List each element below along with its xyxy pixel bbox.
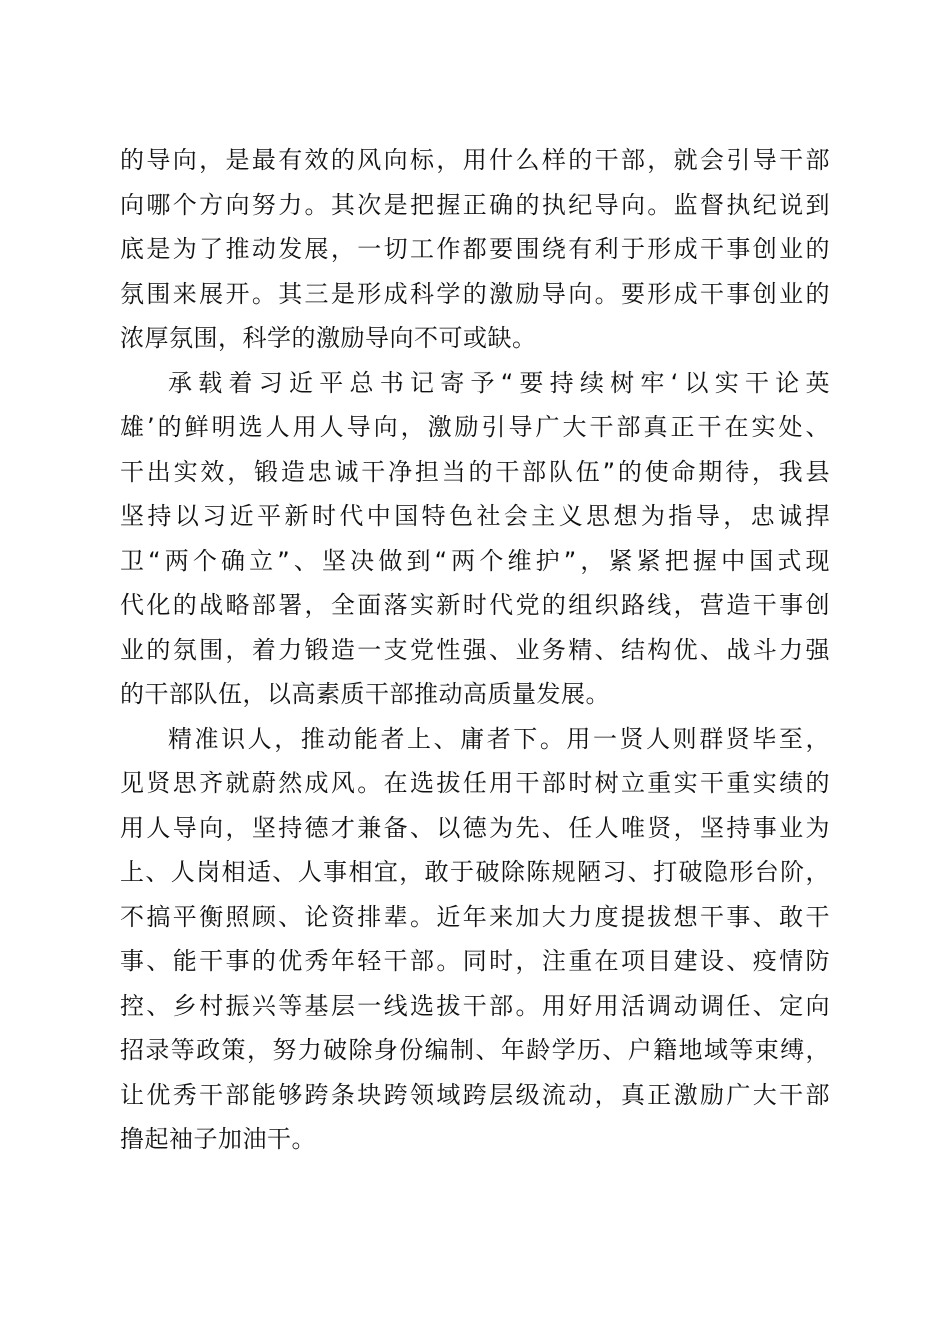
text-line: 业的氛围，着力锻造一支党性强、业务精、结构优、战斗力强 xyxy=(120,635,830,664)
text-line: 的导向，是最有效的风向标，用什么样的干部，就会引导干部 xyxy=(120,146,830,174)
text-line: 氛围来展开。其三是形成科学的激励导向。要形成干事创业的 xyxy=(120,279,830,308)
text-line: 干出实效，锻造忠诚干净担当的干部队伍”的使命期待，我县 xyxy=(120,457,830,486)
body-text xyxy=(120,138,830,1162)
text-line: 的干部队伍，以高素质干部推动高质量发展。 xyxy=(120,680,610,708)
text-line: 控、乡村振兴等基层一线选拔干部。用好用活调动调任、定向 xyxy=(120,991,830,1020)
text-line: 底是为了推动发展，一切工作都要围绕有利于形成干事创业的 xyxy=(120,235,830,263)
text-line: 不搞平衡照顾、论资排辈。近年来加大力度提拔想干事、敢干 xyxy=(120,902,830,931)
text-line: 让优秀干部能够跨条块跨领域跨层级流动，真正激励广大干部 xyxy=(120,1080,830,1109)
text-line: 招录等政策，努力破除身份编制、年龄学历、户籍地域等束缚， xyxy=(120,1036,830,1064)
text-line: 坚持以习近平新时代中国特色社会主义思想为指导，忠诚捍 xyxy=(120,502,830,530)
paragraph-first-line: 承载着习近平总书记寄予“要持续树牢‘以实干论英 xyxy=(168,368,830,397)
text-line: 浓厚氛围，科学的激励导向不可或缺。 xyxy=(120,324,537,352)
text-line: 见贤思齐就蔚然成风。在选拔任用干部时树立重实干重实绩的 xyxy=(120,769,830,797)
text-line: 向哪个方向努力。其次是把握正确的执纪导向。监督执纪说到 xyxy=(120,190,830,219)
text-line: 代化的战略部署，全面落实新时代党的组织路线，营造干事创 xyxy=(120,591,830,619)
text-line: 雄’的鲜明选人用人导向，激励引导广大干部真正干在实处、 xyxy=(120,413,830,441)
text-line: 用人导向，坚持德才兼备、以德为先、任人唯贤，坚持事业为 xyxy=(120,813,830,842)
text-line: 事、能干事的优秀年轻干部。同时，注重在项目建设、疫情防 xyxy=(120,947,830,975)
text-line: 撸起袖子加油干。 xyxy=(120,1125,316,1153)
text-line: 上、人岗相适、人事相宜，敢于破除陈规陋习、打破隐形台阶， xyxy=(120,858,830,886)
paragraph-first-line: 精准识人，推动能者上、庸者下。用一贤人则群贤毕至， xyxy=(168,724,830,753)
text-line: 卫“两个确立”、坚决做到“两个维护”，紧紧把握中国式现 xyxy=(120,546,830,575)
